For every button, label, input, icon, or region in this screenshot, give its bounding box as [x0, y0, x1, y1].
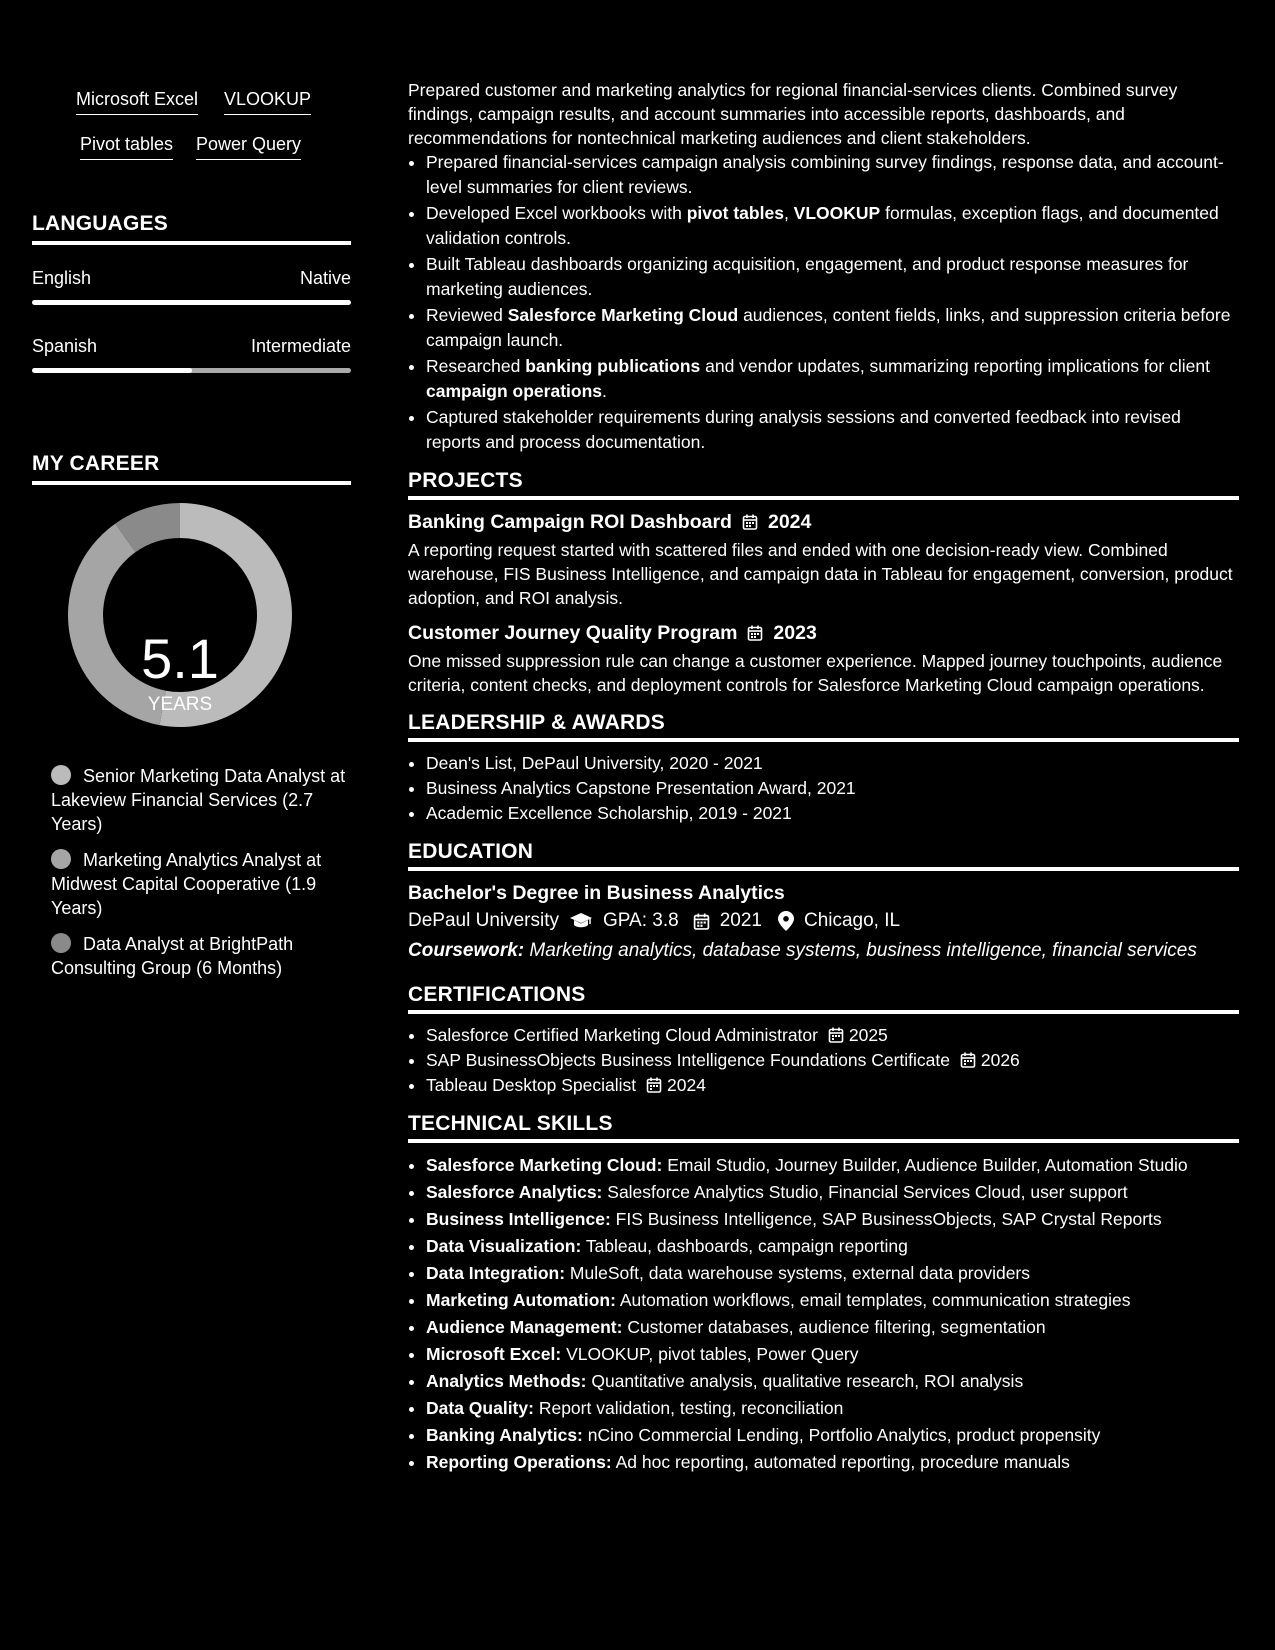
language-level: Intermediate — [250, 336, 351, 356]
bullet-keyword: banking publications — [525, 356, 701, 376]
projects-heading: PROJECTS — [408, 469, 1239, 500]
project-description: One missed suppression rule can change a customer experience. Mapped journey touchpoints, audience criteria, content checks, and deployment controls for Salesforce Marketing Cloud campaign operations. — [408, 651, 1223, 695]
calendar-icon — [742, 514, 758, 530]
skill-category: Salesforce Analytics: — [426, 1182, 603, 1202]
language-level: Native — [299, 268, 351, 288]
coursework — [408, 939, 1239, 963]
certification-item — [426, 1073, 1239, 1098]
certification-year: 2026 — [980, 1050, 1020, 1070]
career-heading: MY CAREER — [32, 452, 351, 485]
leadership-heading: LEADERSHIP & AWARDS — [408, 711, 1239, 742]
degree-title: Bachelor's Degree in Business Analytics — [408, 882, 785, 904]
certification-name: SAP BusinessObjects Business Intelligence Foundations Certificate — [426, 1050, 950, 1070]
calendar-icon — [960, 1052, 976, 1068]
experience-bullets — [408, 150, 1239, 455]
skill-category: Analytics Methods: — [426, 1371, 587, 1391]
bullet-text: Developed Excel workbooks with — [426, 203, 687, 223]
bullet-text: . — [602, 381, 607, 401]
skill-item — [426, 1287, 1239, 1314]
skill-values: Customer databases, audience filtering, segmentation — [627, 1317, 1046, 1337]
career-item — [32, 764, 351, 836]
skill-values: VLOOKUP, pivot tables, Power Query — [566, 1344, 859, 1364]
skill-values: MuleSoft, data warehouse systems, external data providers — [569, 1263, 1031, 1283]
skill-category: Data Integration: — [426, 1263, 566, 1283]
leadership-item: • Dean's List, DePaul University, 2020 - 2021 — [426, 751, 1239, 776]
skill-category: Reporting Operations: — [426, 1452, 612, 1472]
career-item-text: Marketing Analytics Analyst at Midwest Capital Cooperative (1.9 Years) — [51, 850, 322, 918]
legend-dot — [51, 849, 71, 869]
skill-values: Quantitative analysis, qualitative research, ROI analysis — [591, 1371, 1024, 1391]
skill-category: Banking Analytics: — [426, 1425, 583, 1445]
calendar-icon — [828, 1027, 844, 1043]
skill-tag: Power Query — [196, 133, 301, 160]
skill-values: Report validation, testing, reconciliation — [538, 1398, 844, 1418]
certification-year: 2024 — [667, 1075, 706, 1095]
career-section — [32, 452, 351, 992]
skill-category: Audience Management: — [426, 1317, 623, 1337]
bullet-text: Reviewed — [426, 305, 508, 325]
skill-values: Salesforce Analytics Studio, Financial Services Cloud, user support — [607, 1182, 1128, 1202]
calendar-icon — [646, 1077, 662, 1093]
career-donut-chart — [32, 493, 351, 753]
certification-name: Tableau Desktop Specialist — [426, 1075, 637, 1095]
certifications-heading: CERTIFICATIONS — [408, 983, 1239, 1014]
skill-tags — [32, 0, 351, 160]
skill-tag: Pivot tables — [80, 133, 173, 160]
skill-category: Marketing Automation: — [426, 1290, 616, 1310]
language-bar-fill — [32, 368, 192, 373]
project-description: A reporting request started with scattered files and ended with one decision-ready view. Combined warehouse, FIS Business Intelligence, and campaign data in Tableau for engagement, conversion, product adoption, and ROI analysis. — [408, 540, 1233, 608]
skill-item — [426, 1314, 1239, 1341]
skill-tag: VLOOKUP — [224, 88, 311, 115]
skill-values: Email Studio, Journey Builder, Audience Builder, Automation Studio — [667, 1155, 1188, 1175]
skill-category: Salesforce Marketing Cloud: — [426, 1155, 663, 1175]
graduation-cap-icon — [569, 912, 593, 930]
school-location: Chicago, IL — [803, 910, 901, 931]
education-details — [408, 906, 1239, 936]
skill-item — [426, 1260, 1239, 1287]
career-item-text: Senior Marketing Data Analyst at Lakeview Financial Services (2.7 Years) — [51, 766, 346, 834]
language-bar — [32, 300, 351, 305]
skill-item — [426, 1422, 1239, 1449]
skill-category: Data Quality: — [426, 1398, 534, 1418]
bullet-text: Prepared financial-services campaign analysis combining survey findings, response data, and account-level summaries for client reviews. — [426, 152, 1224, 197]
skill-values: Ad hoc reporting, automated reporting, procedure manuals — [615, 1452, 1070, 1472]
skill-values: FIS Business Intelligence, SAP BusinessObjects, SAP Crystal Reports — [615, 1209, 1162, 1229]
languages-heading: LANGUAGES — [32, 212, 351, 245]
skill-item — [426, 1179, 1239, 1206]
certification-item — [426, 1048, 1239, 1073]
language-spanish — [32, 335, 351, 373]
language-bar-fill — [32, 300, 351, 305]
legend-dot — [51, 933, 71, 953]
career-unit: YEARS — [147, 694, 213, 715]
certification-name: Salesforce Certified Marketing Cloud Administrator — [426, 1025, 818, 1045]
experience-bullet — [426, 354, 1239, 404]
skill-category: Data Visualization: — [426, 1236, 582, 1256]
skill-item — [426, 1206, 1239, 1233]
bullet-text: and vendor updates, summarizing reporting implications for client — [700, 356, 1210, 376]
calendar-icon — [693, 913, 710, 930]
experience-summary: Prepared customer and marketing analytics for regional financial-services clients. Combined survey findings, campaign results, and account summaries into accessible reports, dashboards, and recommendations for nontechnical marketing audiences and client stakeholders. — [408, 80, 1178, 148]
career-item-text: Data Analyst at BrightPath Consulting Group (6 Months) — [51, 934, 294, 978]
certifications-list — [408, 1023, 1239, 1098]
bullet-text: Built Tableau dashboards organizing acquisition, engagement, and product response measures for marketing audiences. — [426, 254, 1189, 299]
project-year: 2023 — [773, 622, 817, 644]
skill-values: Tableau, dashboards, campaign reporting — [585, 1236, 908, 1256]
certification-year: 2025 — [848, 1025, 888, 1045]
sidebar — [32, 0, 351, 978]
main-content — [408, 78, 1239, 1476]
project-item — [408, 620, 1239, 697]
project-title: Customer Journey Quality Program — [408, 622, 738, 644]
language-english — [32, 267, 351, 305]
skill-values: nCino Commercial Lending, Portfolio Analytics, product propensity — [587, 1425, 1101, 1445]
legend-dot — [51, 765, 71, 785]
project-title: Banking Campaign ROI Dashboard — [408, 511, 732, 533]
career-item — [32, 932, 351, 980]
calendar-icon — [747, 625, 763, 641]
bullet-text: audiences, content fields, links, and suppression criteria before campaign launch. — [426, 305, 1231, 350]
skill-item — [426, 1449, 1239, 1476]
bullet-text: formulas, exception flags, and documented validation controls. — [426, 203, 1219, 248]
skills-list — [408, 1152, 1239, 1476]
bullet-text: Captured stakeholder requirements during analysis sessions and converted feedback into revised reports and process documentation. — [426, 407, 1181, 452]
languages-section — [32, 212, 351, 373]
skill-category: Microsoft Excel: — [426, 1344, 562, 1364]
bullet-text: Researched — [426, 356, 526, 376]
language-name: English — [32, 268, 92, 288]
leadership-list — [408, 751, 1239, 826]
coursework-text: Marketing analytics, database systems, business intelligence, financial services — [529, 940, 1197, 961]
skill-category: Business Intelligence: — [426, 1209, 611, 1229]
experience-bullet — [426, 303, 1239, 353]
career-total: 5.1 — [141, 627, 219, 690]
experience-bullet — [426, 405, 1239, 455]
project-year: 2024 — [767, 511, 812, 533]
skill-item — [426, 1233, 1239, 1260]
project-item — [408, 509, 1239, 610]
gpa: GPA: 3.8 — [603, 910, 679, 931]
experience-bullet — [426, 201, 1239, 251]
experience-bullet — [426, 150, 1239, 200]
skill-values: Automation workflows, email templates, communication strategies — [619, 1290, 1131, 1310]
leadership-item: • Business Analytics Capstone Presentation Award, 2021 — [426, 776, 1239, 801]
language-bar — [32, 368, 351, 373]
career-item — [32, 848, 351, 920]
coursework-label: Coursework: — [408, 940, 525, 961]
career-list — [32, 764, 351, 980]
experience-bullet — [426, 252, 1239, 302]
bullet-keyword: VLOOKUP — [793, 203, 881, 223]
school-name: DePaul University — [408, 910, 559, 931]
graduation-year: 2021 — [719, 910, 762, 931]
skill-item — [426, 1368, 1239, 1395]
skill-tag: Microsoft Excel — [76, 88, 198, 115]
leadership-item: • Academic Excellence Scholarship, 2019 - 2021 — [426, 801, 1239, 826]
bullet-text: , — [783, 203, 794, 223]
bullet-keyword: pivot tables — [686, 203, 784, 223]
skill-item — [426, 1152, 1239, 1179]
bullet-keyword: Salesforce Marketing Cloud — [507, 305, 739, 325]
skill-item — [426, 1341, 1239, 1368]
certification-item — [426, 1023, 1239, 1048]
education-heading: EDUCATION — [408, 840, 1239, 871]
language-name: Spanish — [32, 336, 98, 356]
location-pin-icon — [778, 911, 794, 931]
bullet-keyword: campaign operations — [426, 381, 603, 401]
skills-heading: TECHNICAL SKILLS — [408, 1112, 1239, 1143]
skill-item — [426, 1395, 1239, 1422]
